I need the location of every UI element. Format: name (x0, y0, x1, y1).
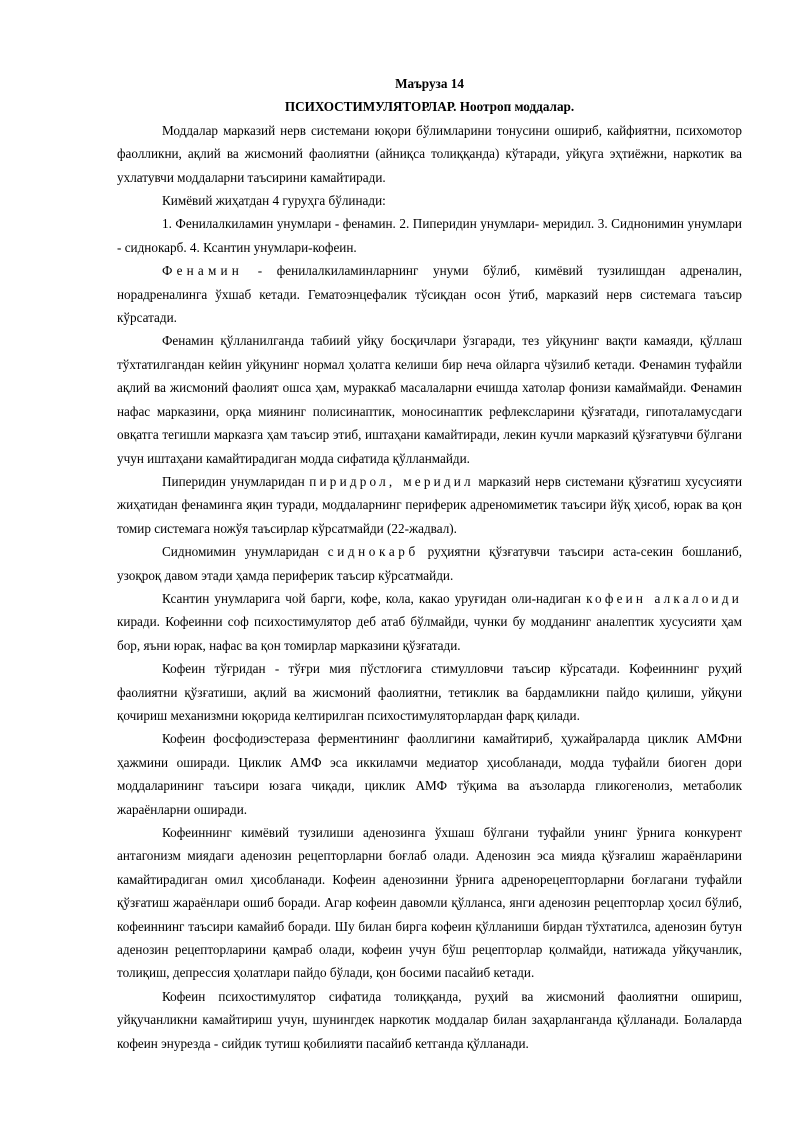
paragraph-piperidine-text: марказий нерв системани қўзғатиш хусусияти жиҳатидан фенаминга яқин туради, моддаларнинг периферик адреномиметик таъсири йўқ ҳисоб, юрак ва қон томир системага ножўя таъсирлар кўрсатмайди (22-жадвал). (117, 473, 743, 536)
term-sidnokarb: сиднокарб (327, 544, 419, 560)
paragraph-sidnonimin (117, 540, 742, 587)
term-piridrol-meridil: пиридрол, меридил (309, 473, 474, 489)
paragraph-piperidine-lead: Пиперидин унумларидан (162, 473, 310, 489)
term-fenamin: Фенамин (162, 263, 244, 279)
paragraph-piperidine (117, 470, 742, 540)
paragraph-intro: Моддалар марказий нерв системани юқори бўлимларини тонусини ошириб, кайфиятни, психомотор фаолликни, ақлий ва жисмоний фаолиятни (айниқса толиққанда) кўтаради, уйқуга эҳтиёжни, наркотик ва ухлатувчи моддаларни таъсирини камайтиради. (117, 122, 742, 185)
paragraph-sidnonimin-lead: Сидномимин унумларидан (162, 544, 328, 560)
paragraph-fenamin-definition (117, 259, 742, 329)
term-kofein-alkaloid: кофеин алкалоиди (586, 590, 742, 606)
paragraph-fenamin-text: - фенилалкиламинларнинг унуми бўлиб, кимёвий тузилишдан адреналин, норадреналинга ўхшаб кетади. Гематоэнцефалик тўсиқдан осон ўтиб, марказий нерв системага таъсир кўрсатади. (117, 263, 742, 326)
paragraph-kofein-usage: Кофеин психостимулятор сифатида толиққанда, руҳий ва жисмоний фаолиятни ошириш, уйқучанликни камайтириш учун, шунингдек наркотик моддалар билан заҳарланганда қўлланади. Болаларда кофеин энурезда - сийдик тутиш қобилияти пасайиб кетганда қўлланади. (117, 988, 742, 1051)
paragraph-groups-list: 1. Фенилалкиламин унумлари - фенамин. 2. Пиперидин унумлари- меридил. 3. Сиднонимин унумлари - сиднокарб. 4. Ксантин унумлари-кофеин. (117, 216, 742, 255)
paragraph-sidnonimin-text: руҳиятни қўзғатувчи таъсири аста-секин бошланиб, узоқроқ давом этади ҳамда периферик таъсир кўрсатмайди. (117, 544, 742, 583)
paragraph-kofein-direct: Кофеин тўғридан - тўғри мия пўстлоғига стимулловчи таъсир кўрсатади. Кофеиннинг руҳий фаолиятни қўзғатиши, ақлий ва жисмоний фаолиятни, тетиклик ва бардамликни пайдо қилиши, уйқуни қочириш механизмни юқорида келтирилган психостимуляторлардан фарқ қилади. (117, 661, 742, 723)
document-page (117, 72, 742, 1055)
lecture-number-title: Маъруза 14 (395, 76, 464, 91)
paragraph-xanthine-text: киради. Кофеинни соф психостимулятор деб атаб бўлмайди, чунки бу модданинг аналептик хусусияти ҳам бор, яъни юрак, нафас ва қон томирлар марказини қўзғатади. (117, 614, 742, 653)
paragraph-kofein-adenosine: Кофеиннинг кимёвий тузилиши аденозинга ўхшаш бўлгани туфайли унинг ўрнига конкурент антагонизм миядаги аденозин рецепторларни боғлаб олади. Аденозин эса мияда қўзғалиш жараёнларини камайтирадиган омил ҳисобланади. Кофеин аденозинни ўрнига адренорецепторларни боғлагани туфайли қўзғатиш жараёнлари ошиб боради. Агар кофеин давомли қўлланса, янги аденозин рецепторлар ҳосил бўлиб, кофеиннинг таъсири камайиб боради. Шу билан бирга кофеин қўлланиши бирдан тўхтатилса, аденозин бутун аденозин рецепторларини қамраб олади, кофеин учун бўш рецепторлар қолмайди, натижада уйқучанлик, толиқиш, депрессия ҳолатлари пайдо бўлади, қон босими пасайиб кетади. (117, 825, 742, 981)
paragraph-groups-heading: Кимёвий жиҳатдан 4 гуруҳга бўлинади: (162, 193, 386, 209)
paragraph-xanthine-lead: Ксантин унумларига чой барги, кофе, кола, какао уруғидан оли-надиган (162, 590, 587, 606)
lecture-main-title: ПСИХОСТИМУЛЯТОРЛАР. Ноотроп моддалар. (284, 99, 575, 115)
paragraph-kofein-pde: Кофеин фосфодиэстераза ферментининг фаоллигини камайтириб, ҳужайраларда циклик АМФни ҳажмини оширади. Циклик АМФ эса иккиламчи медиатор ҳисобланади, модда туфайли биоген дори моддаларининг таъсири юзага чиқади, циклик АМФ тўқима ва аъзоларда гликогенолиз, метаболик жараёнларни оширади. (117, 731, 742, 817)
paragraph-fenamin-effects: Фенамин қўлланилганда табиий уйқу босқичлари ўзгаради, тез уйқунинг вақти камаяди, қўллаш тўхтатилгандан кейин уйқунинг нормал ҳолатга келиши бир неча ойларга чўзилиб кетади. Фенамин туфайли ақлий ва жисмоний фаолият ошса ҳам, мураккаб масалаларни ечишда хатолар фонизи камаймайди. Фенамин нафас марказини, орқа миянинг полисинаптик, моносинаптик рефлексларини қўзғатади, гипоталамусдаги овқатга тегишли марказга ҳам таъсир этиб, иштаҳани камайтиради, лекин кучли марказий қўзғатувчи бўлгани учун иштаҳани камайтирадиган модда сифатида қўлланмайди. (117, 333, 742, 466)
paragraph-xanthine (117, 587, 742, 657)
